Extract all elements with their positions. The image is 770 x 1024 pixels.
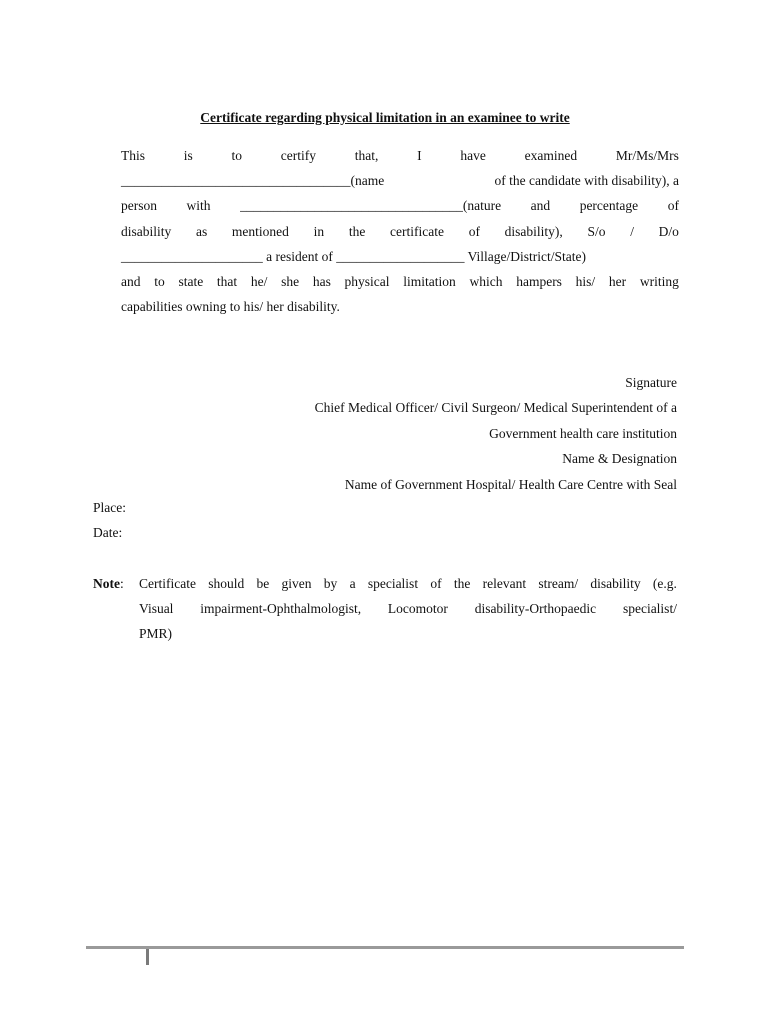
- body-word: that: [216, 273, 238, 289]
- note-word: by: [323, 576, 338, 591]
- date-label: Date:: [93, 525, 123, 541]
- note-word: PMR): [139, 626, 173, 642]
- body-word: her: [608, 273, 627, 289]
- body-word: of: [468, 223, 480, 239]
- body-word: of: [667, 198, 679, 214]
- body-word: /: [630, 223, 634, 239]
- note-word: be: [256, 576, 270, 591]
- place-date-block: [93, 495, 126, 546]
- note-word: disability: [590, 576, 641, 591]
- body-word: she: [281, 273, 300, 289]
- body-line-3: [121, 193, 679, 218]
- body-word: percentage: [579, 198, 639, 214]
- note-block: [93, 571, 677, 647]
- note-label-text: Note: [93, 576, 120, 591]
- note-word: relevant: [482, 576, 527, 591]
- body-word: that,: [354, 148, 379, 163]
- body-word: examined: [524, 148, 578, 163]
- body-word: to: [231, 148, 243, 163]
- body-word: which: [469, 273, 503, 289]
- body-word: disability: [121, 223, 172, 239]
- body-word: have: [460, 148, 486, 163]
- body-word: as: [195, 223, 208, 239]
- body-word: has: [312, 273, 331, 289]
- body-word: to: [154, 273, 165, 289]
- officer-title: Chief Medical Officer/ Civil Surgeon/ Medical Superintendent of a: [314, 400, 677, 416]
- body-word: disability),: [504, 223, 563, 239]
- body-word: certify: [280, 148, 317, 163]
- note-word: should: [208, 576, 245, 591]
- certificate-body: [121, 143, 679, 319]
- body-phrase: capabilities owning to his/ her disability.: [121, 299, 340, 315]
- note-word: a: [349, 576, 356, 591]
- note-word: stream/: [538, 576, 579, 591]
- body-word: in: [313, 223, 325, 239]
- body-word: and: [121, 273, 141, 289]
- body-line-6: [121, 269, 679, 294]
- note-line-3: [139, 621, 677, 646]
- note-word: of: [430, 576, 442, 591]
- place-label: Place:: [93, 500, 126, 515]
- body-line-4: [121, 219, 679, 244]
- note-label: [93, 571, 139, 647]
- name-designation-label: Name & Designation: [562, 451, 677, 467]
- body-word: Mr/Ms/Mrs: [615, 148, 679, 163]
- note-line-1: [139, 571, 677, 596]
- body-word: person: [121, 198, 157, 214]
- note-word: Visual: [139, 601, 174, 617]
- body-word: I: [417, 148, 422, 163]
- body-word: D/o: [658, 223, 679, 239]
- footer-tick: [146, 949, 149, 965]
- certificate-title: Certificate regarding physical limitation in an examinee to write: [200, 110, 570, 125]
- body-line-7: [121, 294, 679, 319]
- signature-block: [315, 370, 677, 497]
- note-word: disability-Orthopaedic: [474, 601, 597, 617]
- body-word: and: [530, 198, 551, 214]
- signature-label: Signature: [625, 375, 677, 390]
- hospital-label: Name of Government Hospital/ Health Care Centre with Seal: [344, 476, 677, 492]
- note-word: specialist/: [622, 601, 677, 617]
- body-word: is: [183, 148, 193, 163]
- body-line-2: [121, 168, 679, 193]
- resident-blank-line: _____________________ a resident of ___________________ Village/District/State): [121, 248, 587, 264]
- note-label-colon: :: [120, 576, 124, 591]
- body-word: hampers: [516, 273, 562, 289]
- body-line-5: [121, 244, 679, 269]
- note-word: the: [453, 576, 471, 591]
- candidate-name-blank: __________________________________(name: [121, 173, 385, 189]
- note-text: [139, 571, 677, 647]
- body-word: he/: [250, 273, 268, 289]
- body-word: limitation: [403, 273, 456, 289]
- note-word: Locomotor: [387, 601, 448, 617]
- body-word: This: [121, 148, 146, 163]
- body-word: state: [178, 273, 204, 289]
- body-word: S/o: [587, 223, 606, 239]
- note-line-2: [139, 596, 677, 621]
- body-word: physical: [344, 273, 390, 289]
- footer-rule: [86, 946, 684, 949]
- note-row: [93, 571, 677, 647]
- note-word: specialist: [367, 576, 419, 591]
- body-word: his/: [575, 273, 596, 289]
- body-word: certificate: [390, 223, 444, 239]
- note-word: (e.g.: [652, 576, 677, 591]
- body-word: mentioned: [231, 223, 289, 239]
- note-word: impairment-Ophthalmologist,: [200, 601, 362, 617]
- body-line-1: [121, 143, 679, 168]
- note-word: Certificate: [139, 576, 196, 591]
- body-word: the: [348, 223, 366, 239]
- nature-blank: _________________________________(nature: [240, 198, 502, 214]
- body-phrase: of the candidate with disability), a: [494, 173, 679, 189]
- body-word: with: [186, 198, 211, 214]
- note-word: given: [281, 576, 312, 591]
- body-word: writing: [639, 273, 679, 289]
- institution-label: Government health care institution: [489, 425, 677, 441]
